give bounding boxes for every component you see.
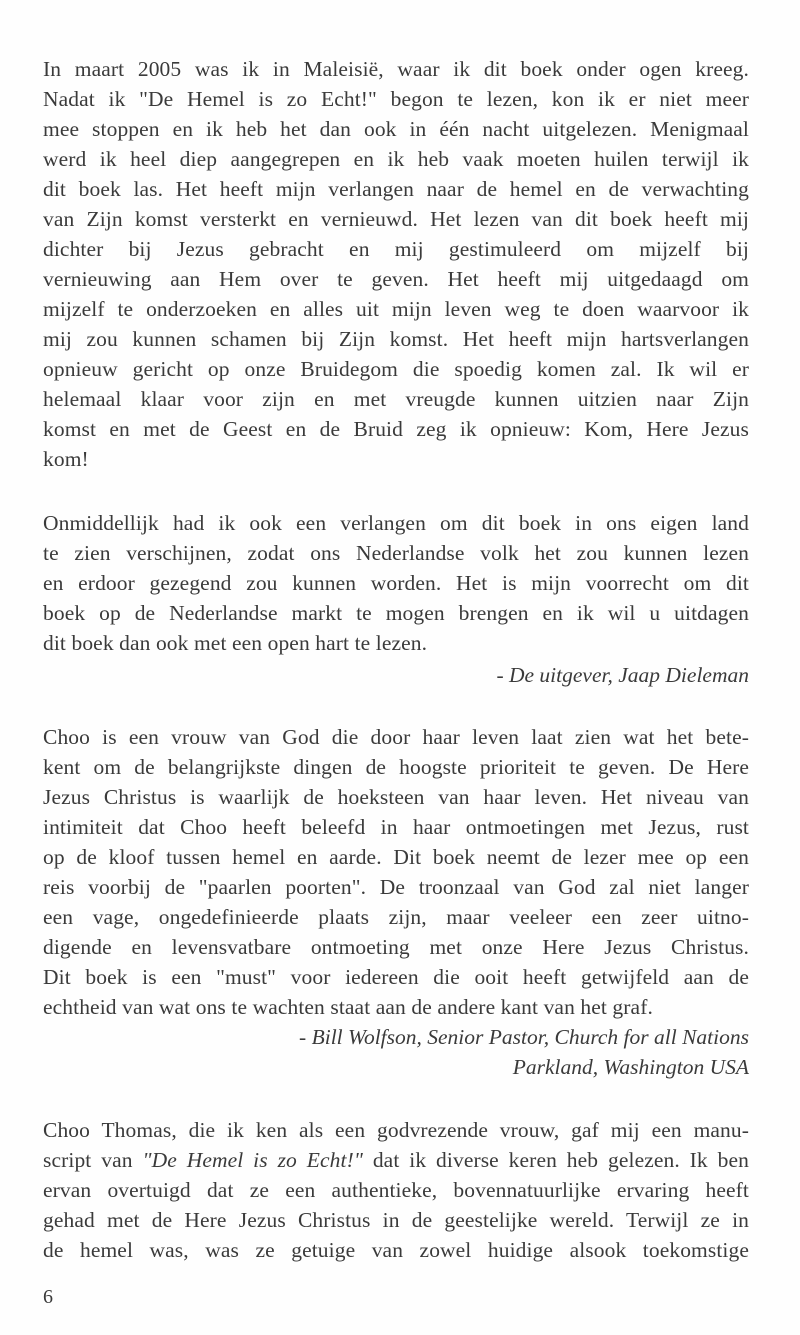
text-line: ervan overtuigd dat ze een authentieke, bovennatuurlijke ervaring heeft [43,1178,749,1202]
text-line: echtheid van wat ons te wachten staat aan de andere kant van het graf. [43,995,653,1019]
text-line: dit boek las. Het heeft mijn verlangen naar de hemel en de verwachting [43,177,749,201]
page-number: 6 [43,1286,53,1308]
text-line: van Zijn komst versterkt en vernieuwd. Het lezen van dit boek heeft mij [43,207,749,231]
text-line [43,1145,749,1175]
attribution-publisher: - De uitgever, Jaap Dieleman [496,663,749,687]
text-line: op de kloof tussen hemel en aarde. Dit boek neemt de lezer mee op een [43,845,749,869]
text-line: reis voorbij de "paarlen poorten". De troonzaal van God zal niet langer [43,875,749,899]
text-line: werd ik heel diep aangegrepen en ik heb vaak moeten huilen terwijl ik [43,147,749,171]
text-line: kent om de belangrijkste dingen de hoogste prioriteit te geven. De Here [43,755,749,779]
text-line: Dit boek is een "must" voor iedereen die ooit heeft getwijfeld aan de [43,965,749,989]
text-line: dichter bij Jezus gebracht en mij gestimuleerd om mijzelf bij [43,237,749,261]
text-line: kom! [43,447,89,471]
text-segment: dat ik diverse keren heb gelezen. Ik ben [372,1148,749,1172]
text-line: Onmiddellijk had ik ook een verlangen om dit boek in ons eigen land [43,511,749,535]
text-line: In maart 2005 was ik in Maleisië, waar ik dit boek onder ogen kreeg. [43,57,749,81]
text-line: Nadat ik "De Hemel is zo Echt!" begon te lezen, kon ik er niet meer [43,87,749,111]
text-line: Choo is een vrouw van God die door haar leven laat zien wat het bete- [43,725,749,749]
text-line: een vage, ongedefinieerde plaats zijn, maar veeleer een zeer uitno- [43,905,749,929]
attribution-wolfson: - Bill Wolfson, Senior Pastor, Church for all Nations [299,1025,749,1049]
text-line: gehad met de Here Jezus Christus in de geestelijke wereld. Terwijl ze in [43,1208,749,1232]
text-line: vernieuwing aan Hem over te geven. Het heeft mij uitgedaagd om [43,267,749,291]
text-line: Choo Thomas, die ik ken als een godvrezende vrouw, gaf mij een manu- [43,1118,749,1142]
text-line: helemaal klaar voor zijn en met vreugde kunnen uitzien naar Zijn [43,387,749,411]
text-line: boek op de Nederlandse markt te mogen brengen en ik wil u uitdagen [43,601,749,625]
text-line: en erdoor gezegend zou kunnen worden. Het is mijn voorrecht om dit [43,571,749,595]
text-line: mijzelf te onderzoeken en alles uit mijn leven weg te doen waarvoor ik [43,297,749,321]
text-line: de hemel was, was ze getuige van zowel huidige alsook toekomstige [43,1238,749,1262]
attribution-wolfson-location: Parkland, Washington USA [512,1055,749,1079]
text-line: mee stoppen en ik heb het dan ook in één nacht uitgelezen. Menigmaal [43,117,749,141]
text-line: intimiteit dat Choo heeft beleefd in haar ontmoetingen met Jezus, rust [43,815,749,839]
text-line: digende en levensvatbare ontmoeting met onze Here Jezus Christus. [43,935,749,959]
text-line: mij zou kunnen schamen bij Zijn komst. Het heeft mijn hartsverlangen [43,327,749,351]
text-segment: script van [43,1148,133,1172]
text-line: komst en met de Geest en de Bruid zeg ik opnieuw: Kom, Here Jezus [43,417,749,441]
text-line: dit boek dan ook met een open hart te lezen. [43,631,428,655]
book-title-italic: "De Hemel is zo Echt!" [142,1148,363,1172]
text-line: te zien verschijnen, zodat ons Nederlandse volk het zou kunnen lezen [43,541,749,565]
text-line: Jezus Christus is waarlijk de hoeksteen van haar leven. Het niveau van [43,785,749,809]
text-line: opnieuw gericht op onze Bruidegom die spoedig komen zal. Ik wil er [43,357,749,381]
